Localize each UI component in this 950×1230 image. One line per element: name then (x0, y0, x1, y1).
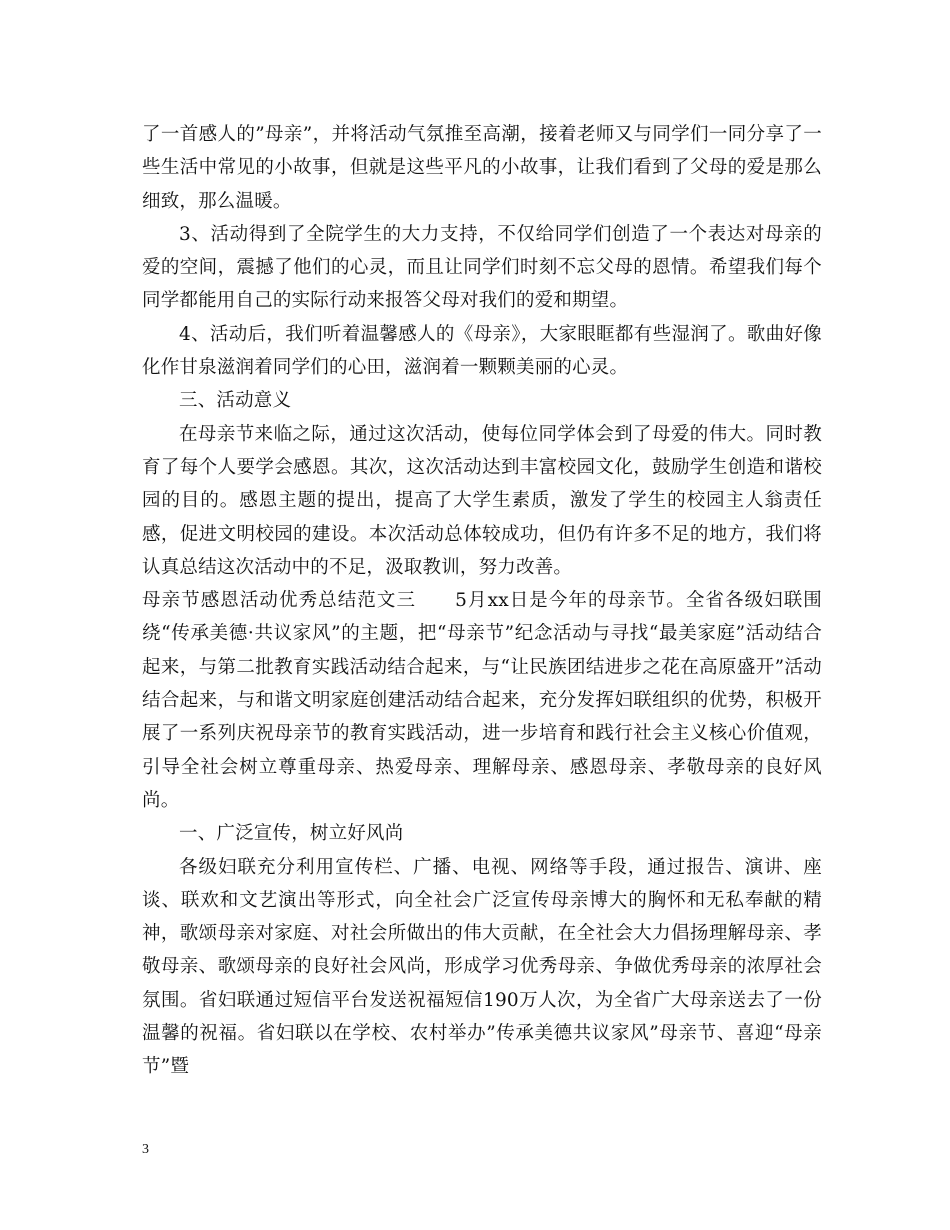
paragraph-point-4: 4、活动后，我们听着温馨感人的《母亲》，大家眼眶都有些湿润了。歌曲好像化作甘泉滋润着同学们的心田，滋润着一颗颗美丽的心灵。 (142, 323, 822, 379)
section-heading-publicity: 一、广泛宣传，树立好风尚 (179, 823, 404, 845)
page-number: 3 (142, 1142, 149, 1157)
document-body (142, 118, 822, 1084)
paragraph-sample-three: 母亲节感恩活动优秀总结范文三 5月xx日是今年的母亲节。全省各级妇联围绕“传承美德·共议家风”的主题，把“母亲节”纪念活动与寻找“最美家庭”活动结合起来，与第二批教育实践活动结合起来，与“让民族团结进步之花在高原盛开”活动结合起来，与和谐文明家庭创建活动结合起来，充分发挥妇联组织的优势，积极开展了一系列庆祝母亲节的教育实践活动，进一步培育和践行社会主义核心价值观，引导全社会树立尊重母亲、热爱母亲、理解母亲、感恩母亲、孝敬母亲的良好风尚。 (142, 590, 822, 811)
section-heading-significance: 三、活动意义 (179, 390, 292, 412)
paragraph-significance: 在母亲节来临之际，通过这次活动，使每位同学体会到了母爱的伟大。同时教育了每个人要学会感恩。其次，这次活动达到丰富校园文化，鼓励学生创造和谐校园的目的。感恩主题的提出，提高了大学生素质，激发了学生的校园主人翁责任感，促进文明校园的建设。本次活动总体较成功，但仍有许多不足的地方，我们将认真总结这次活动中的不足，汲取教训，努力改善。 (142, 423, 822, 578)
paragraph-publicity: 各级妇联充分利用宣传栏、广播、电视、网络等手段，通过报告、演讲、座谈、联欢和文艺演出等形式，向全社会广泛宣传母亲博大的胸怀和无私奉献的精神，歌颂母亲对家庭、对社会所做出的伟大贡献，在全社会大力倡扬理解母亲、孝敬母亲、歌颂母亲的良好社会风尚，形成学习优秀母亲、争做优秀母亲的浓厚社会氛围。省妇联通过短信平台发送祝福短信190万人次，为全省广大母亲送去了一份温馨的祝福。省妇联以在学校、农村举办”传承美德共议家风”母亲节、喜迎“母亲节”暨 (142, 856, 822, 1078)
paragraph-continuation: 了一首感人的”母亲”，并将活动气氛推至高潮，接着老师又与同学们一同分享了一些生活中常见的小故事，但就是这些平凡的小故事，让我们看到了父母的爱是那么细致，那么温暖。 (142, 124, 822, 212)
paragraph-point-3: 3、活动得到了全院学生的大力支持，不仅给同学们创造了一个表达对母亲的爱的空间，震撼了他们的心灵，而且让同学们时刻不忘父母的恩情。希望我们每个同学都能用自己的实际行动来报答父母对我们的爱和期望。 (142, 223, 822, 312)
